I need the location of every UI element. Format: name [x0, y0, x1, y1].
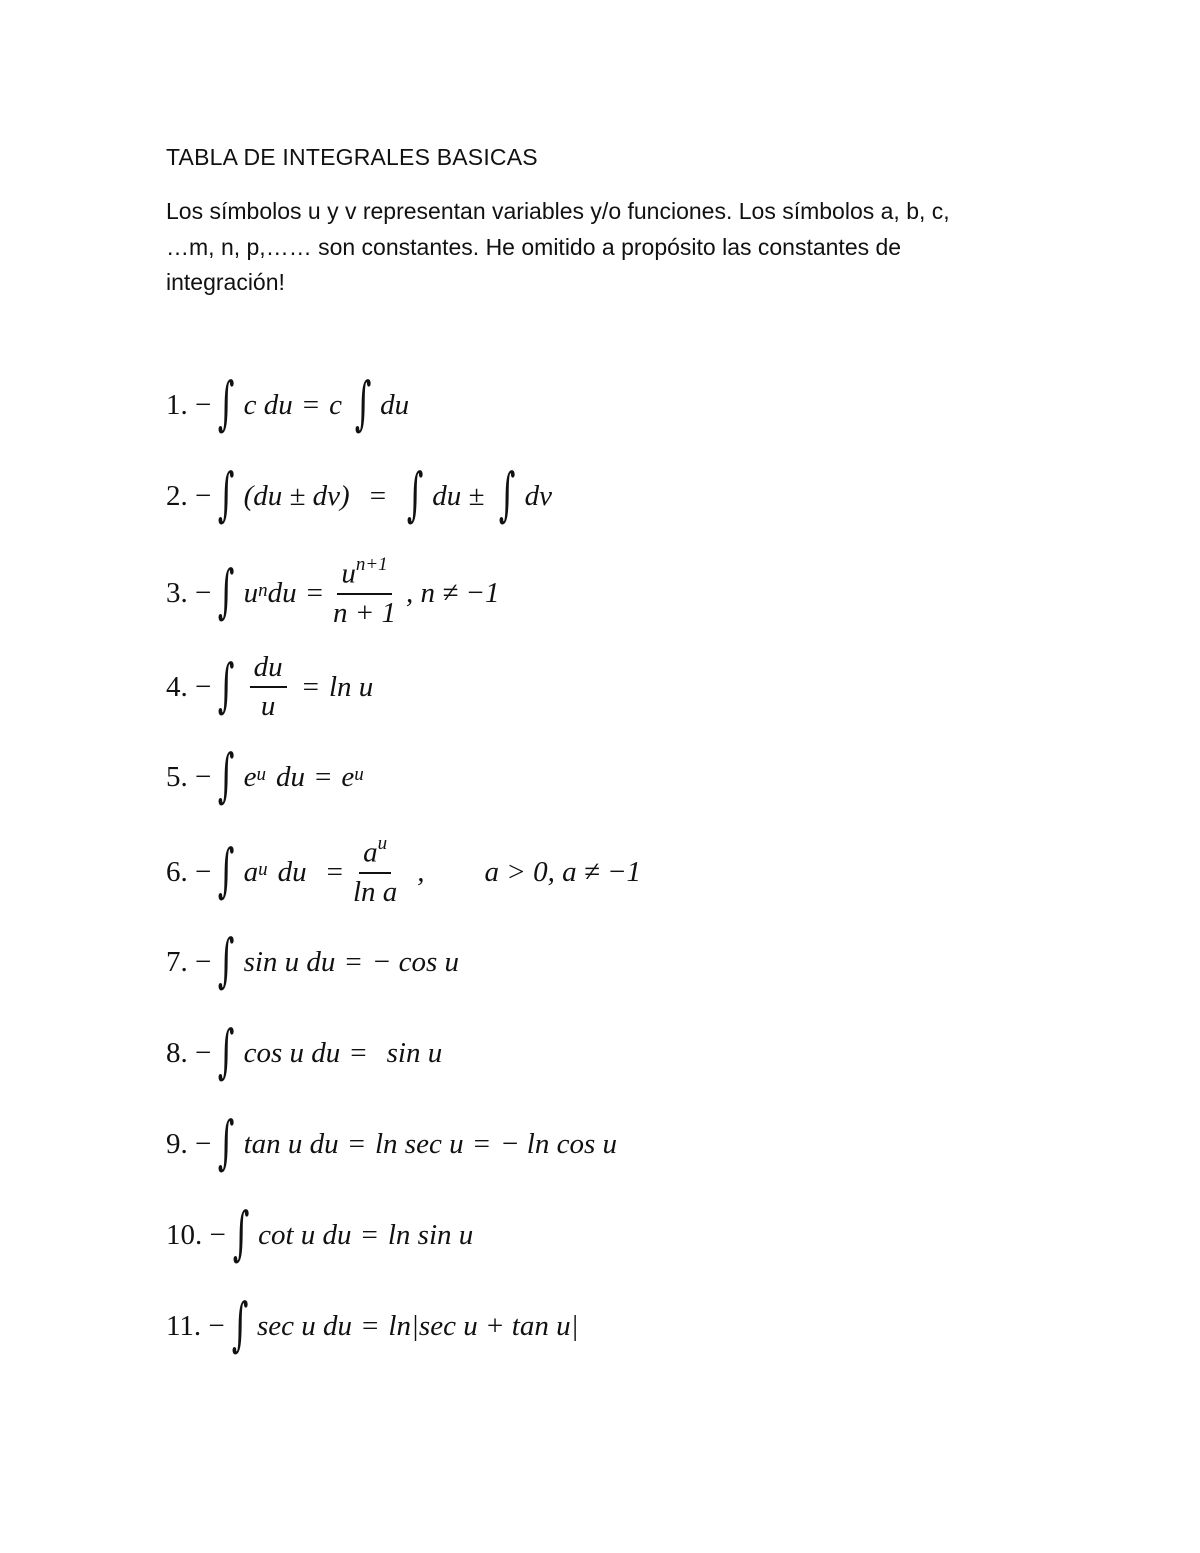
formula-rhs: du	[380, 388, 410, 421]
formula-lhs-base: a	[243, 855, 259, 888]
formula-condition: a > 0, a ≠ −1	[484, 855, 642, 888]
integral-icon: ∫	[499, 460, 516, 528]
formula-5	[166, 727, 1066, 827]
formula-lhs-du: du	[275, 760, 305, 793]
fraction	[329, 553, 400, 630]
formula-8	[166, 1003, 1066, 1103]
formula-rhs-exponent: u	[354, 764, 364, 785]
equals-sign: =	[348, 1127, 365, 1160]
integral-icon: ∫	[406, 460, 424, 528]
formula-lhs-du: du	[267, 576, 297, 609]
intro-paragraph	[166, 194, 1046, 301]
equals-sign: =	[302, 388, 320, 421]
equals-sign: =	[350, 1036, 367, 1069]
formula-lhs-exponent: n	[258, 580, 268, 601]
integral-icon: ∫	[218, 1108, 235, 1176]
fraction	[349, 832, 401, 909]
formula-number: 11. −	[166, 1309, 225, 1342]
intro-line-3: integración!	[166, 269, 285, 295]
formula-number: 1. −	[166, 388, 212, 421]
formula-lhs: (du ± dv)	[243, 479, 350, 512]
formula-rhs: ln u	[328, 670, 374, 703]
integral-icon: ∫	[218, 369, 235, 437]
integral-icon: ∫	[354, 369, 372, 437]
formula-number: 6. −	[166, 855, 212, 888]
formula-rhs-b: dv	[524, 479, 553, 512]
formula-2	[166, 446, 1066, 546]
equals-sign: =	[314, 760, 332, 793]
formula-number: 9. −	[166, 1127, 212, 1160]
integral-icon: ∫	[232, 1199, 250, 1267]
formula-rhs-a: du ±	[432, 479, 485, 512]
formula-lhs-exponent: u	[258, 859, 268, 880]
formula-7	[166, 912, 1066, 1012]
formula-number: 3. −	[166, 576, 212, 609]
formula-lhs-du: du	[277, 855, 307, 888]
equals-sign: =	[302, 670, 319, 703]
formula-rhs: ln|sec u + tan u|	[388, 1309, 579, 1342]
formula-number: 10. −	[166, 1218, 226, 1251]
formula-number: 4. −	[166, 670, 212, 703]
formula-comma: ,	[417, 855, 425, 888]
fraction-denominator: u	[260, 690, 276, 722]
formula-lhs: sin u du	[243, 945, 336, 978]
formula-lhs: cos u du	[243, 1036, 341, 1069]
fraction-denominator: ln a	[352, 875, 398, 908]
fraction-numerator: $a^u$	[359, 835, 391, 874]
formula-lhs-base: e	[243, 760, 257, 793]
equals-sign: =	[362, 1309, 379, 1342]
equals-sign: =	[306, 576, 323, 609]
page-title: TABLA DE INTEGRALES BASICAS	[166, 144, 538, 170]
fraction-numerator: $u^{n+1}$	[337, 556, 391, 595]
integral-icon: ∫	[218, 651, 235, 719]
formula-9	[166, 1094, 1066, 1194]
formula-rhs-constant: c	[329, 388, 342, 421]
equals-sign: =	[326, 855, 343, 888]
integral-icon: ∫	[218, 926, 235, 994]
formula-lhs-exponent: u	[256, 764, 266, 785]
formula-rhs: − cos u	[371, 945, 460, 978]
fraction-denominator: n + 1	[332, 596, 397, 629]
formula-number: 8. −	[166, 1036, 212, 1069]
formula-lhs-base: u	[243, 576, 259, 609]
integral-icon: ∫	[218, 460, 235, 528]
formula-1	[166, 355, 1066, 455]
equals-sign: =	[345, 945, 362, 978]
formula-lhs: cot u du	[258, 1218, 352, 1251]
formula-lhs: tan u du	[243, 1127, 339, 1160]
formula-lhs: c du	[243, 388, 293, 421]
formula-number: 2. −	[166, 479, 212, 512]
formula-10	[166, 1185, 1066, 1285]
equals-sign: =	[361, 1218, 378, 1251]
fraction	[250, 651, 287, 724]
equals-sign: =	[369, 479, 387, 512]
integral-icon: ∫	[218, 1017, 235, 1085]
integral-icon: ∫	[231, 1290, 249, 1358]
formula-lhs: sec u du	[257, 1309, 353, 1342]
formula-condition: , n ≠ −1	[406, 576, 500, 609]
formula-4	[166, 637, 1066, 737]
integral-icon: ∫	[218, 836, 235, 904]
formula-rhs: sin u	[386, 1036, 443, 1069]
equals-sign: =	[473, 1127, 490, 1160]
formula-rhs-a: ln sec u	[375, 1127, 464, 1160]
formula-number: 7. −	[166, 945, 212, 978]
formula-6	[166, 822, 1066, 922]
intro-line-2: …m, n, p,…… son constantes. He omitido a propósito las constantes de	[166, 233, 902, 260]
formula-3	[166, 543, 1066, 643]
formula-11	[166, 1276, 1066, 1376]
formula-rhs: ln sin u	[387, 1218, 474, 1251]
formula-rhs-b: − ln cos u	[499, 1127, 617, 1160]
intro-line-1: Los símbolos u y v representan variables y/o funciones. Los símbolos a, b, c,	[166, 198, 950, 224]
formula-rhs-base: e	[341, 760, 355, 793]
integral-icon: ∫	[218, 557, 235, 625]
formula-number: 5. −	[166, 760, 212, 793]
integral-icon: ∫	[218, 741, 235, 809]
fraction-numerator: du	[250, 651, 287, 688]
